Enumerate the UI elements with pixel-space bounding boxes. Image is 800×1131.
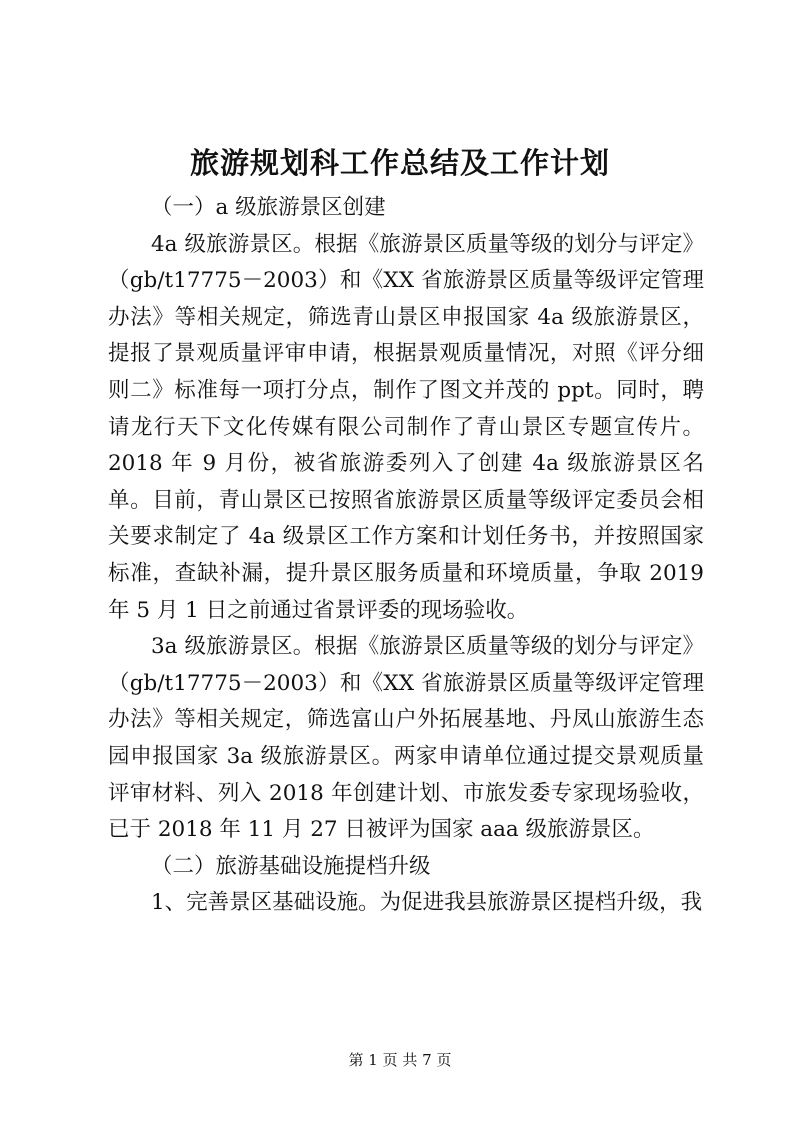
page-title: 旅游规划科工作总结及工作计划	[189, 146, 610, 180]
section-heading-2: （二）旅游基础设施提档升级	[151, 853, 431, 879]
section-heading-1: （一）a 级旅游景区创建	[151, 195, 386, 220]
paragraph-3a-scenic: 3a 级旅游景区。根据《旅游景区质量等级的划分与评定》（gb/t17775－2003）和《XX 省旅游景区质量等级评定管理办法》等相关规定，筛选富山户外拓展基地、丹凤山旅游生态园申报国家 3a 级旅游景区。两家申请单位通过提交景观质量评审材料、列入 2018 年创建计划、市旅发委专家现场验收，已于 2018 年 11 月 27 日被评为国家 aaa 级旅游景区。	[108, 634, 704, 843]
document-body	[108, 190, 704, 922]
page-footer: 第 1 页 共 7 页	[348, 1051, 452, 1069]
paragraph-4a-scenic: 4a 级旅游景区。根据《旅游景区质量等级的划分与评定》（gb/t17775－2003）和《XX 省旅游景区质量等级评定管理办法》等相关规定，筛选青山景区申报国家 4a 级旅游景区，提报了景观质量评审申请，根据景观质量情况，对照《评分细则二》标准每一项打分点，制作了图文并茂的 ppt。同时，聘请龙行天下文化传媒有限公司制作了青山景区专题宣传片。2018 年 9 月份，被省旅游委列入了创建 4a 级旅游景区名单。目前，青山景区已按照省旅游景区质量等级评定委员会相关要求制定了 4a 级景区工作方案和计划任务书，并按照国家标准，查缺补漏，提升景区服务质量和环境质量，争取 2019 年 5 月 1 日之前通过省景评委的现场验收。	[108, 231, 704, 623]
paragraph-infrastructure: 1、完善景区基础设施。为促进我县旅游景区提档升级，我	[151, 890, 703, 916]
